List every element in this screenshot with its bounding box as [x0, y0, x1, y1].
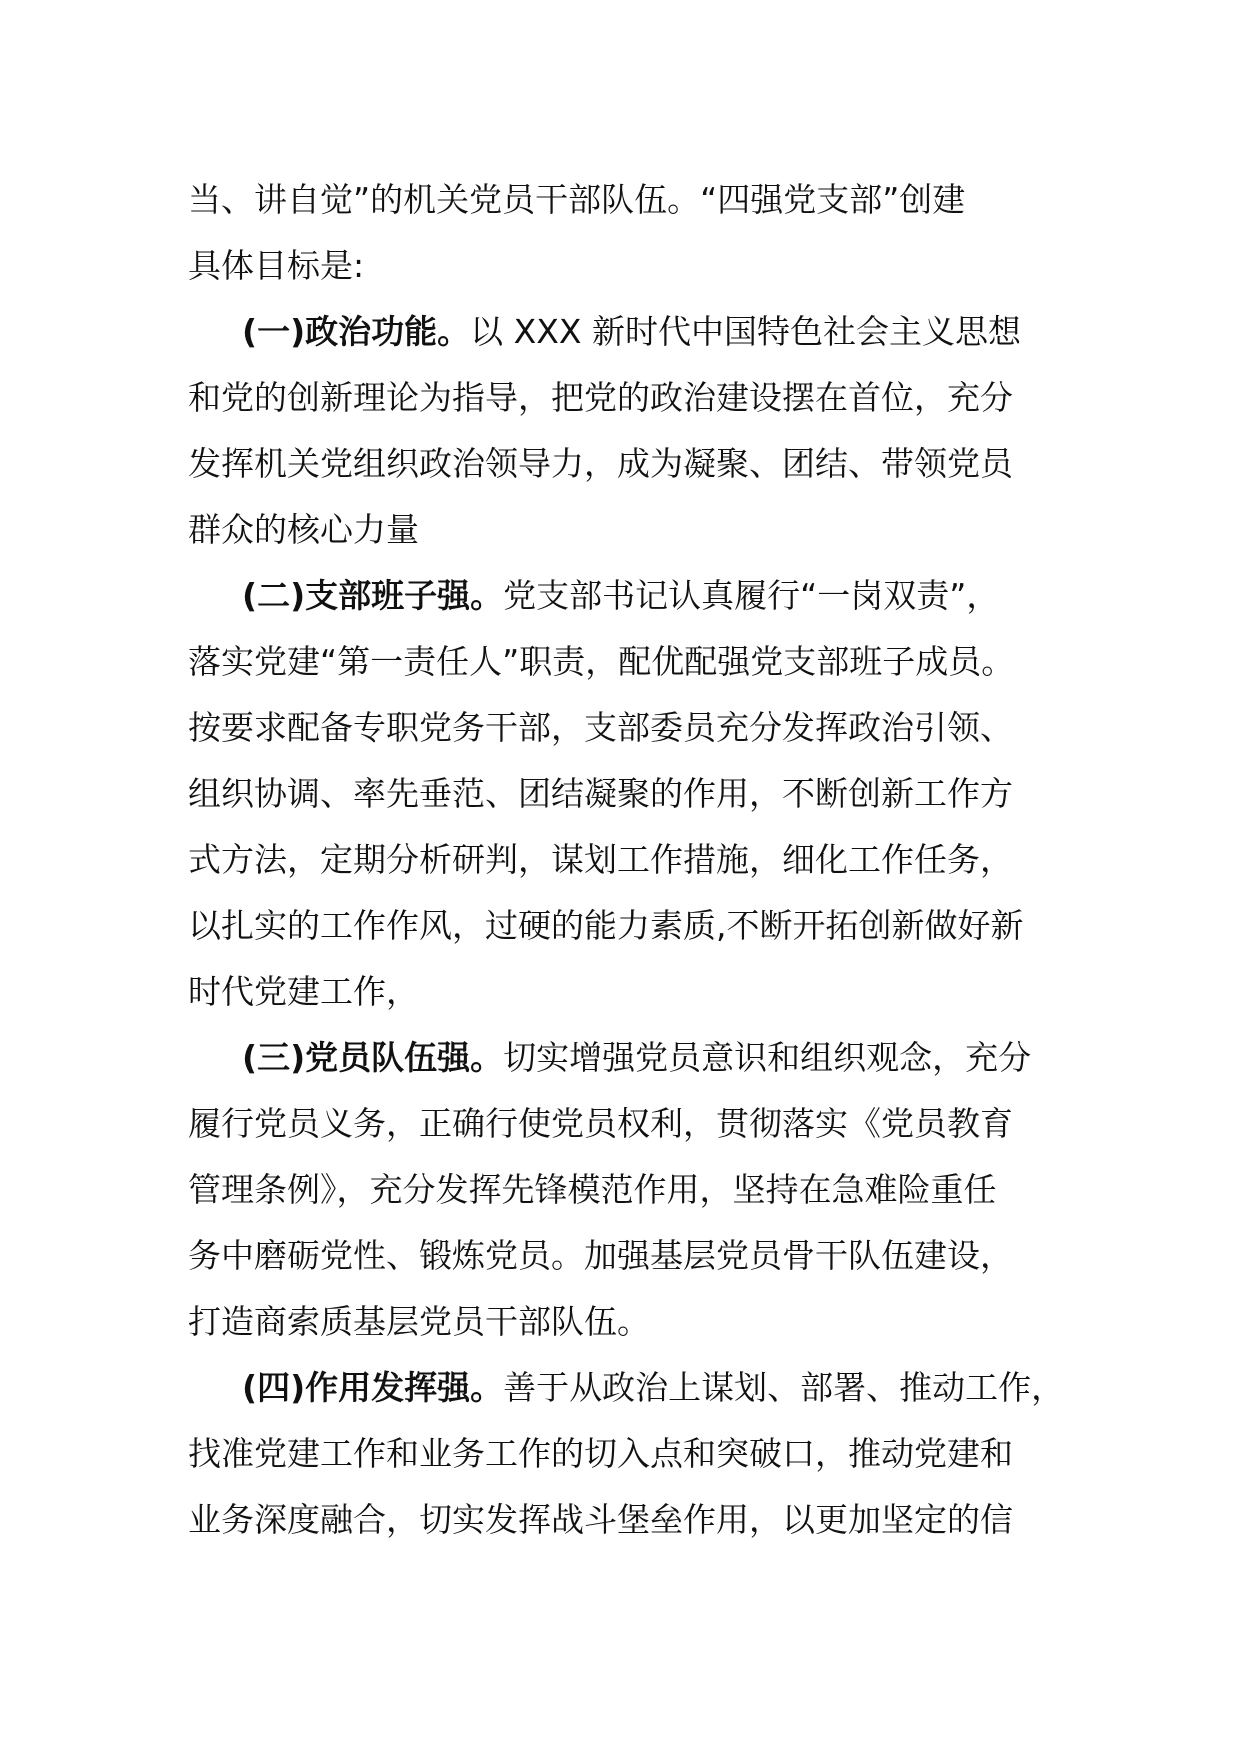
section-3-line: 务中磨砺党性、锻炼党员。加强基层党员骨干队伍建设， — [188, 1236, 1013, 1275]
document-body — [188, 167, 1088, 1553]
intro-line: 具体目标是: — [188, 246, 365, 285]
section-3-text: 切实增强党员意识和组织观念，充分 — [503, 1038, 1032, 1077]
section-3-line: 打造商索质基层党员干部队伍。 — [188, 1302, 650, 1341]
section-2-line: 组织协调、率先垂范、团结凝聚的作用，不断创新工作方 — [188, 774, 1013, 813]
section-4-line: 找准党建工作和业务工作的切入点和突破口，推动党建和 — [188, 1434, 1013, 1473]
section-3-heading: (三)党员队伍强。 — [242, 1038, 504, 1077]
section-1-line: 和党的创新理论为指导，把党的政治建设摆在首位，充分 — [188, 378, 1013, 417]
section-3-line: 履行党员义务，正确行使党员权利，贯彻落实《党员教育 — [188, 1104, 1013, 1143]
section-2-text: 党支部书记认真履行“一岗双责”， — [503, 576, 1000, 615]
section-4-line: 业务深度融合，切实发挥战斗堡垒作用，以更加坚定的信 — [188, 1500, 1013, 1539]
section-2-line: 式方法，定期分析研判，谋划工作措施，细化工作任务， — [188, 840, 1013, 879]
section-3-line: 管理条例》，充分发挥先锋模范作用，坚持在急难险重任 — [188, 1170, 997, 1209]
section-1-line: 群众的核心力量 — [188, 510, 419, 549]
section-1-text: 以 XXX 新时代中国特色社会主义思想 — [470, 312, 1021, 351]
intro-line: 当、讲自觉”的机关党员干部队伍。“四强党支部”创建 — [188, 180, 966, 219]
section-2-line: 以扎实的工作作风，过硬的能力素质,不断开拓创新做好新 — [188, 906, 1024, 945]
section-2-line: 按要求配备专职党务干部，支部委员充分发挥政治引领、 — [188, 708, 1013, 747]
section-2-first-line — [188, 563, 1088, 629]
section-4-first-line — [188, 1355, 1088, 1421]
section-3-first-line — [188, 1025, 1088, 1091]
section-1-line: 发挥机关党组织政治领导力，成为凝聚、团结、带领党员 — [188, 444, 1013, 483]
section-4-text: 善于从政治上谋划、部署、推动工作， — [503, 1368, 1065, 1407]
section-1-first-line — [188, 299, 1088, 365]
section-2-heading: (二)支部班子强。 — [242, 576, 504, 615]
section-2-line: 落实党建“第一责任人”职责，配优配强党支部班子成员。 — [188, 642, 1015, 681]
section-2-line: 时代党建工作， — [188, 972, 419, 1011]
section-4-heading: (四)作用发挥强。 — [242, 1368, 504, 1407]
section-1-heading: (一)政治功能。 — [242, 312, 471, 351]
